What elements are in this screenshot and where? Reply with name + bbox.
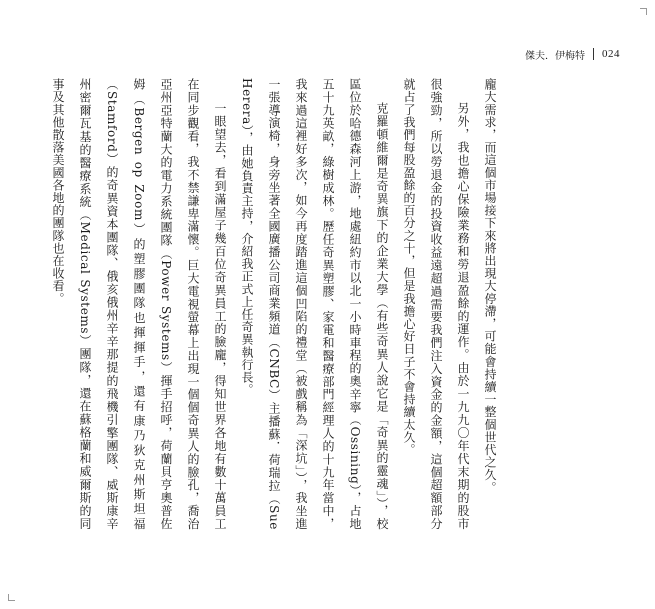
- crop-mark-bottom-left: [8, 594, 15, 601]
- header-author: 傑夫．伊梅特: [525, 50, 585, 62]
- paragraph-2: 另外，我也擔心保險業務和勞退盈餘的運作。由於一九九〇年代末期的股市很強勁，所以勞退金的投資收益遠超過需要我們注入資金的金額，這個超額部分就占了我們每股盈餘的百分之十，但是我擔心好日子不會持續太久。: [402, 78, 470, 530]
- paragraph-4: 一眼望去，看到滿屋子幾百位奇異員工的臉龐，得知世界各地有數十萬員工在同步觀看，我不禁謙卑滿懷。巨大電視螢幕上出現一個個奇異人的臉孔，喬治亞州亞特蘭大的電力系統團隊（Power Systems）揮手招呼，荷蘭貝亨奧普佐姆（Bergen op Zoom）的塑膠團隊也揮揮手，還有康乃狄克州斯坦福（Stamford）的奇異資本團隊、俄亥俄州辛辛那提的飛機引擎團隊、威斯康辛州密爾瓦基的醫療系統（Medical Systems）團隊，還在蘇格蘭和威爾斯的同事及其他散落美國各地的團隊也在收看。: [51, 78, 227, 530]
- header-separator: [593, 48, 594, 60]
- vertical-body-text: [44, 78, 503, 530]
- page-number: 024: [602, 48, 620, 60]
- running-header: [420, 46, 620, 62]
- paragraph-3: 克羅頓維爾是奇異旗下的企業大學（有些奇異人說它是「奇異的靈魂」），校區位於哈德森河上游，地處紐約市以北一小時車程的奧辛寧（Ossining），占地五十九英畝，綠樹成林。歷任奇異塑膠、家電和醫療部門經理人的十九年當中，我來過這裡好多次，如今再度踏進這個凹陷的禮堂（被戲稱為「深坑」），我坐進一張導演椅，身旁坐著全國廣播公司商業頻道（CNBC）主播蘇．荷瑞拉（Sue Herera），由她負責主持，介紹我正式上任奇異執行長。: [240, 78, 389, 530]
- paragraph-1: 龐大需求，而這個市場接下來將出現大停滯，可能會持續一整個世代之久。: [483, 78, 497, 494]
- crop-mark-top-right: [640, 8, 647, 15]
